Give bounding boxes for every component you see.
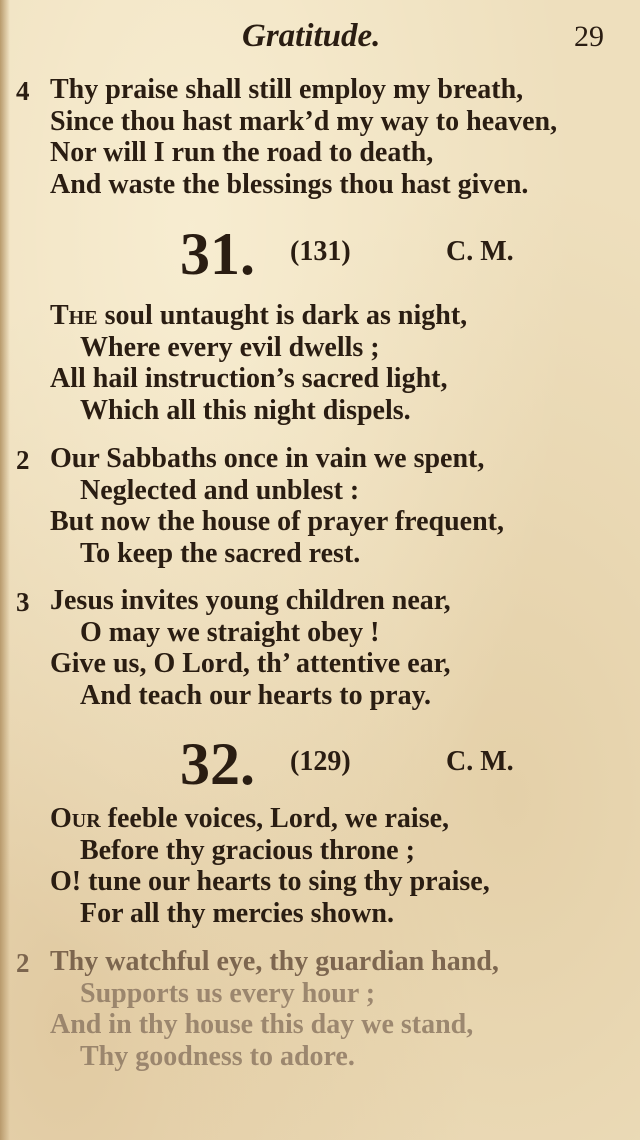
verse-line: Thy watchful eye, thy guardian hand, (50, 946, 499, 977)
verse-line: To keep the sacred rest. (80, 537, 361, 569)
page-number: 29 (574, 20, 604, 53)
verse-line: Neglected and unblest : (80, 474, 360, 506)
verse-line: For all thy mercies shown. (80, 897, 394, 929)
hymn-meter: C. M. (446, 746, 514, 777)
first-word: Our (50, 803, 101, 834)
stanza-number: 4 (16, 76, 30, 106)
verse-line: Since thou hast mark’d my way to heaven, (50, 105, 558, 137)
first-line-rest: soul untaught is dark as night, (97, 300, 468, 331)
verse-line: O may we straight obey ! (80, 616, 380, 648)
first-word: The (50, 300, 98, 331)
hymn-32-heading (0, 732, 640, 796)
verse-line: And teach our hearts to pray. (80, 679, 432, 711)
hymn-31-stanza-1 (0, 300, 640, 426)
verse-line (0, 803, 640, 835)
verse-line: Nor will I run the road to death, (50, 137, 434, 168)
page-header (0, 14, 640, 64)
running-title: Gratitude. (242, 18, 381, 54)
hymn-number: 31. (180, 221, 255, 287)
first-line-rest: feeble voices, Lord, we raise, (100, 803, 450, 834)
verse-line: Thy goodness to adore. (80, 1040, 355, 1072)
verse-line: Where every evil dwells ; (80, 331, 380, 363)
hymn-32-stanza-1 (0, 803, 640, 929)
verse-line: Give us, O Lord, th’ attentive ear, (50, 648, 451, 679)
stanza-number: 3 (16, 587, 30, 617)
verse-line: Jesus invites young children near, (50, 585, 451, 616)
verse-line: And waste the blessings thou hast given. (50, 168, 529, 200)
verse-line (0, 300, 640, 332)
verse-line: Supports us every hour ; (80, 977, 376, 1009)
verse-line: Which all this night dispels. (80, 394, 411, 426)
hymn-reference: (131) (290, 236, 351, 267)
verse-line: Before thy gracious throne ; (80, 834, 415, 866)
verse-line: O! tune our hearts to sing thy praise, (50, 866, 490, 897)
stanza-number: 2 (16, 948, 30, 978)
hymn-number: 32. (180, 731, 255, 797)
hymn-31-heading (0, 222, 640, 286)
verse-line: But now the house of prayer frequent, (50, 506, 504, 537)
stanza-number: 2 (16, 445, 30, 475)
hymn-31-stanza-2 (0, 443, 640, 569)
stanza-previous-4 (0, 74, 640, 200)
verse-line: Our Sabbaths once in vain we spent, (50, 443, 485, 474)
hymn-32-stanza-2 (0, 946, 640, 1072)
hymn-reference: (129) (290, 746, 351, 777)
verse-line: Thy praise shall still employ my breath, (50, 74, 524, 105)
hymn-meter: C. M. (446, 236, 514, 267)
verse-line: All hail instruction’s sacred light, (50, 363, 448, 394)
verse-line: And in thy house this day we stand, (50, 1009, 474, 1040)
hymn-31-stanza-3 (0, 585, 640, 711)
